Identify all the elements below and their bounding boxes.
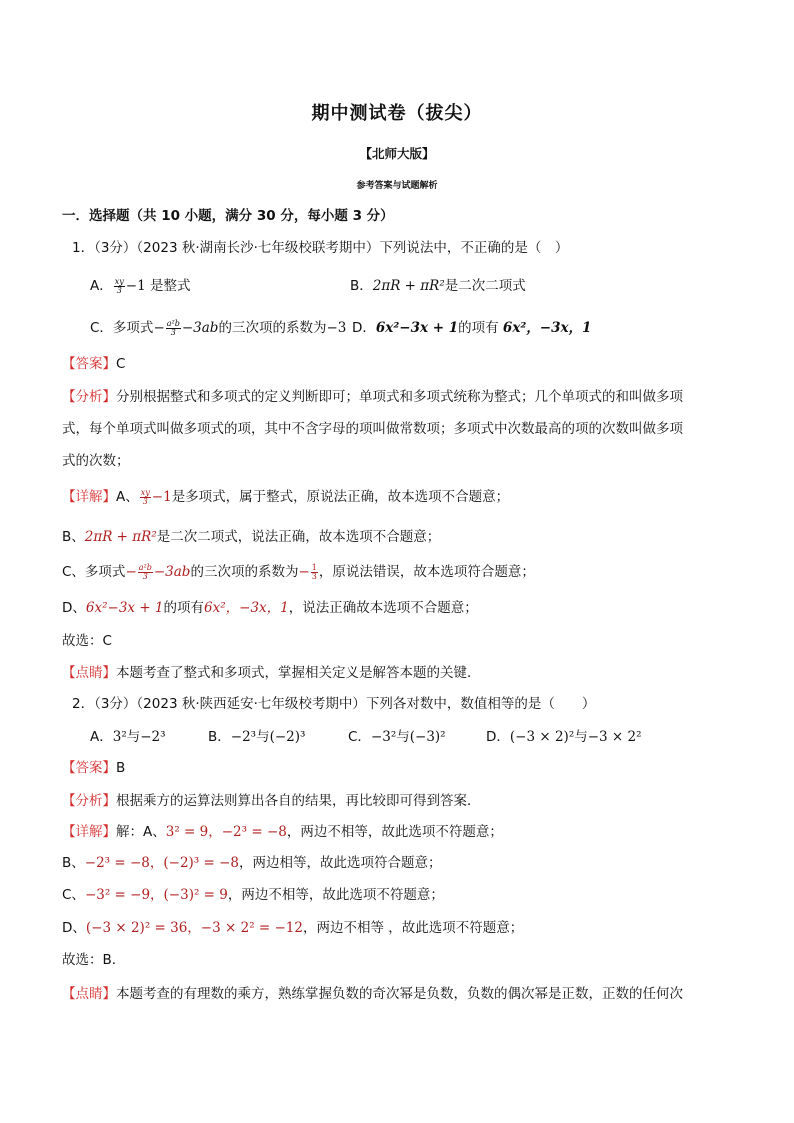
- section-heading: 一．选择题（共 10 小题，满分 30 分，每小题 3 分）: [62, 208, 394, 224]
- q1-option-a-expr: −1: [125, 278, 146, 294]
- edition-label: 【北师大版】: [359, 146, 435, 161]
- answer-tag: 【答案】: [62, 760, 116, 776]
- q2-detail-a: 【详解】解：A、3² = 9，−2³ = −8，两边不相等，故此选项不符题意；: [62, 824, 503, 840]
- analysis-tag: 【分析】: [62, 389, 116, 405]
- q2-detail-c: C、−3² = −9，(−3)² = 9，两边不相等，故此选项不符题意；: [62, 887, 444, 903]
- q2-option-d: D．(−3 × 2)²与−3 × 2²: [486, 729, 642, 745]
- subtitle: 参考答案与试题解析: [356, 181, 438, 191]
- q2-option-c: C．−3²与(−3)²: [348, 729, 446, 745]
- detail-tag: 【详解】: [62, 824, 116, 840]
- q2-detail-b: B、−2³ = −8，(−2)³ = −8，两边相等，故此选项符合题意；: [62, 855, 442, 871]
- q2-analysis: 【分析】根据乘方的运算法则算出各自的结果，再比较即可得到答案．: [62, 793, 481, 809]
- q1-option-d: D．6x²−3x + 1的项有 6x²，−3x，1: [352, 320, 592, 336]
- q1-comment: 【点睛】本题考查了整式和多项式，掌握相关定义是解答本题的关键．: [62, 665, 481, 681]
- q2-option-b: B．−2³与(−2)³: [208, 729, 306, 745]
- q1-option-a-label: A．: [90, 278, 113, 294]
- q2-comment: 【点睛】本题考查的有理数的乘方，熟练掌握负数的奇次幂是负数，负数的偶次幂是正数，正数的任何次: [62, 986, 683, 1002]
- q2-answer: 【答案】B: [62, 760, 126, 776]
- q1-option-a-fraction: $\frac{xy}{3}$: [114, 276, 124, 295]
- comment-tag: 【点睛】: [62, 665, 116, 681]
- q1-option-b: B．2πR + πR²是二次二项式: [350, 278, 526, 294]
- q1-choice: 故选：C: [62, 633, 112, 649]
- comment-tag: 【点睛】: [62, 986, 116, 1002]
- q1-option-a-text: 是整式: [145, 278, 191, 294]
- q2-choice: 故选：B．: [62, 952, 126, 968]
- q1-option-b-expr: 2πR + πR²: [372, 278, 445, 294]
- q1-option-c-fraction: $\frac{\text{a²b}}{3}$: [166, 318, 180, 337]
- answer-tag: 【答案】: [62, 356, 116, 372]
- q1-option-a: [90, 276, 190, 296]
- q2-stem: 2．（3分）（2023 秋·陕西延安·七年级校考期中）下列各对数中，数值相等的是（ ）: [72, 696, 596, 712]
- q2-option-a: A．3²与−2³: [90, 729, 166, 745]
- q2-detail-d: D、(−3 × 2)² = 36，−3 × 2² = −12，两边不相等 ，故此选项不符题意；: [62, 920, 524, 936]
- q1-detail-b: B、2πR + πR²是二次二项式，说法正确，故本选项不合题意；: [62, 529, 441, 545]
- q1-analysis-line-3: 式的次数；: [62, 453, 130, 469]
- q1-detail-c: C、多项式− $\frac{\text{a²b}}{3}$ −3ab的三次项的系数为− $\frac{1}{3}$ ，原说法错误，故本选项符合题意；: [62, 562, 535, 581]
- analysis-tag: 【分析】: [62, 793, 116, 809]
- q1-option-c: C．多项式− $\frac{\text{a²b}}{3}$ −3ab的三次项的系数为−3: [90, 318, 347, 337]
- q1-detail-d: D、6x²−3x + 1的项有6x²，−3x，1，说法正确故本选项不合题意；: [62, 600, 478, 616]
- detail-tag: 【详解】: [62, 489, 116, 505]
- q1-stem: 1．（3分）（2023 秋·湖南长沙·七年级校联考期中）下列说法中，不正确的是（ ）: [72, 240, 569, 256]
- q1-answer: 【答案】C: [62, 356, 126, 372]
- q1-analysis-line-2: 式，每个单项式叫做多项式的项，其中不含字母的项叫做常数项；多项式中次数最高的项的次数叫做多项: [62, 421, 683, 437]
- q1-analysis-line-1: 【分析】分别根据整式和多项式的定义判断即可；单项式和多项式统称为整式；几个单项式的和叫做多项: [62, 389, 683, 405]
- q1-detail-a: 【详解】A、 $\frac{xy}{3}$ −1是多项式，属于整式，原说法正确，故本选项不合题意；: [62, 487, 510, 506]
- page-title: 期中测试卷（拔尖）: [311, 103, 483, 124]
